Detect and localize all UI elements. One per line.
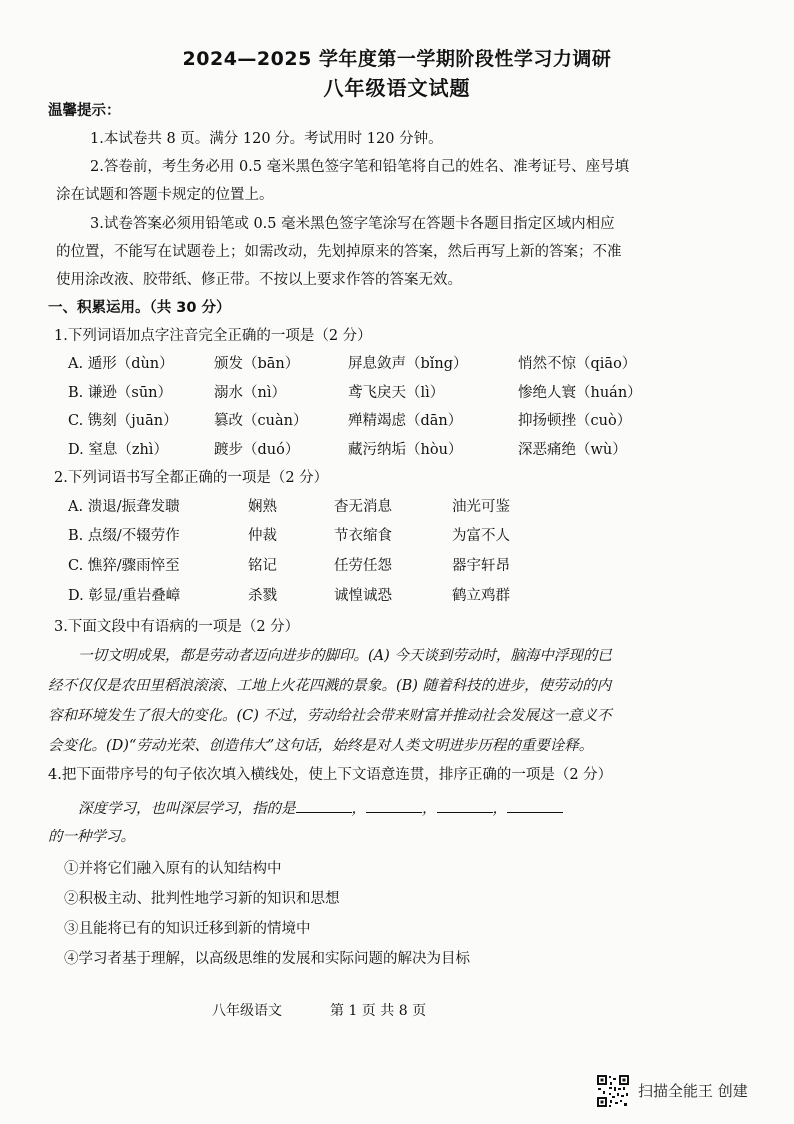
- fill-blank: [366, 798, 422, 813]
- footer-page-info: 第 1 页 共 8 页: [330, 1003, 427, 1019]
- tip-item: 1.本试卷共 8 页。满分 120 分。考试用时 120 分钟。: [90, 131, 443, 147]
- option-cell: 杀戮: [248, 588, 277, 604]
- question-4-option: ③且能将已有的知识迁移到新的情境中: [64, 921, 311, 937]
- question-3-passage-line: 一切文明成果，都是劳动者迈向进步的脚印。(A) 今天谈到劳动时，脑海中浮现的已: [78, 648, 612, 664]
- option-cell: 篡改（cuàn）: [214, 413, 308, 429]
- option-cell: D. 窒息（zhì）: [68, 442, 168, 458]
- exam-title-line2: 八年级语文试题: [323, 76, 471, 100]
- tip-item: 的位置，不能写在试题卷上；如需改动，先划掉原来的答案，然后再写上新的答案；不准: [56, 244, 622, 260]
- question-4-option: ②积极主动、批判性地学习新的知识和思想: [64, 891, 340, 907]
- question-4-passage-end: 的一种学习。: [48, 829, 135, 845]
- tip-item: 3.试卷答案必须用铅笔或 0.5 毫米黑色签字笔涂写在答题卡各题目指定区域内相应: [90, 216, 615, 232]
- option-cell: 踱步（duó）: [214, 442, 300, 458]
- option-cell: 屏息敛声（bǐng）: [348, 356, 468, 372]
- option-cell: A. 溃退/振聋发聩: [68, 499, 180, 515]
- option-cell: 节衣缩食: [334, 528, 392, 544]
- option-cell: 鹤立鸡群: [452, 588, 510, 604]
- exam-title-line1: 2024—2025 学年度第一学期阶段性学习力调研: [182, 48, 612, 70]
- option-cell: 鸢飞戾天（lì）: [348, 385, 445, 401]
- tip-item: 使用涂改液、胶带纸、修正带。不按以上要求作答的答案无效。: [56, 272, 462, 288]
- tip-item: 2.答卷前，考生务必用 0.5 毫米黑色签字笔和铅笔将自己的姓名、准考证号、座号填: [90, 159, 630, 175]
- option-cell: 惨绝人寰（huán）: [518, 385, 642, 401]
- question-1-stem: 1.下列词语加点字注音完全正确的一项是（2 分）: [54, 328, 372, 344]
- question-4-option: ①并将它们融入原有的认知结构中: [64, 861, 282, 877]
- question-3-passage-line: 会变化。(D)“劳动光荣、创造伟大”这句话，始终是对人类文明进步历程的重要诠释。: [48, 738, 594, 754]
- option-cell: 悄然不惊（qiāo）: [518, 356, 637, 372]
- option-cell: 溺水（nì）: [214, 385, 286, 401]
- footer-subject: 八年级语文: [212, 1003, 282, 1019]
- option-cell: D. 彰显/重岩叠嶂: [68, 588, 181, 604]
- question-4-stem: 4.把下面带序号的句子依次填入横线处，使上下文语意连贯，排序正确的一项是（2 分）: [48, 767, 613, 783]
- scanner-watermark-text: 扫描全能王 创建: [638, 1082, 748, 1100]
- option-cell: 颁发（bān）: [214, 356, 300, 372]
- option-cell: 铭记: [248, 558, 277, 574]
- passage-text: 深度学习，也叫深层学习，指的是: [78, 801, 296, 817]
- option-cell: 娴熟: [248, 499, 277, 515]
- option-cell: 深恶痛绝（wù）: [518, 442, 627, 458]
- question-4-option: ④学习者基于理解，以高级思维的发展和实际问题的解决为目标: [64, 951, 470, 967]
- qr-code-icon: [596, 1074, 630, 1108]
- option-cell: 藏污纳垢（hòu）: [348, 442, 463, 458]
- option-cell: 杳无消息: [334, 499, 392, 515]
- question-3-passage-line: 经不仅仅是农田里稻浪滚滚、工地上火花四溅的景象。(B) 随着科技的进步，使劳动的内: [48, 678, 612, 694]
- fill-blank: [437, 798, 493, 813]
- option-cell: 抑扬顿挫（cuò）: [518, 413, 632, 429]
- option-cell: B. 谦逊（sūn）: [68, 385, 172, 401]
- option-cell: 器宇轩昂: [452, 558, 510, 574]
- option-cell: 诚惶诚恐: [334, 588, 392, 604]
- section-heading: 一、积累运用。（共 30 分）: [48, 300, 231, 316]
- question-4-passage-line: [78, 798, 563, 820]
- blank-separator: ，: [492, 801, 507, 817]
- tips-label: 温馨提示：: [48, 103, 121, 119]
- option-cell: 仲裁: [248, 528, 277, 544]
- blank-separator: ，: [422, 801, 437, 817]
- option-cell: 任劳任怨: [334, 558, 392, 574]
- option-cell: 殚精竭虑（dān）: [348, 413, 463, 429]
- option-cell: C. 憔猝/骤雨悴至: [68, 558, 180, 574]
- option-cell: A. 遁形（dùn）: [68, 356, 174, 372]
- question-3-passage-line: 容和环境发生了很大的变化。(C) 不过，劳动给社会带来财富并推动社会发展这一意义不: [48, 708, 612, 724]
- option-cell: B. 点缀/不辍劳作: [68, 528, 180, 544]
- option-cell: 为富不人: [452, 528, 510, 544]
- fill-blank: [507, 798, 563, 813]
- question-2-stem: 2.下列词语书写全都正确的一项是（2 分）: [54, 470, 329, 486]
- blank-separator: ，: [351, 801, 366, 817]
- question-3-stem: 3.下面文段中有语病的一项是（2 分）: [54, 619, 300, 635]
- option-cell: 油光可鉴: [452, 499, 510, 515]
- option-cell: C. 镌刻（juān）: [68, 413, 178, 429]
- fill-blank: [296, 798, 352, 813]
- tip-item: 涂在试题和答题卡规定的位置上。: [56, 187, 274, 203]
